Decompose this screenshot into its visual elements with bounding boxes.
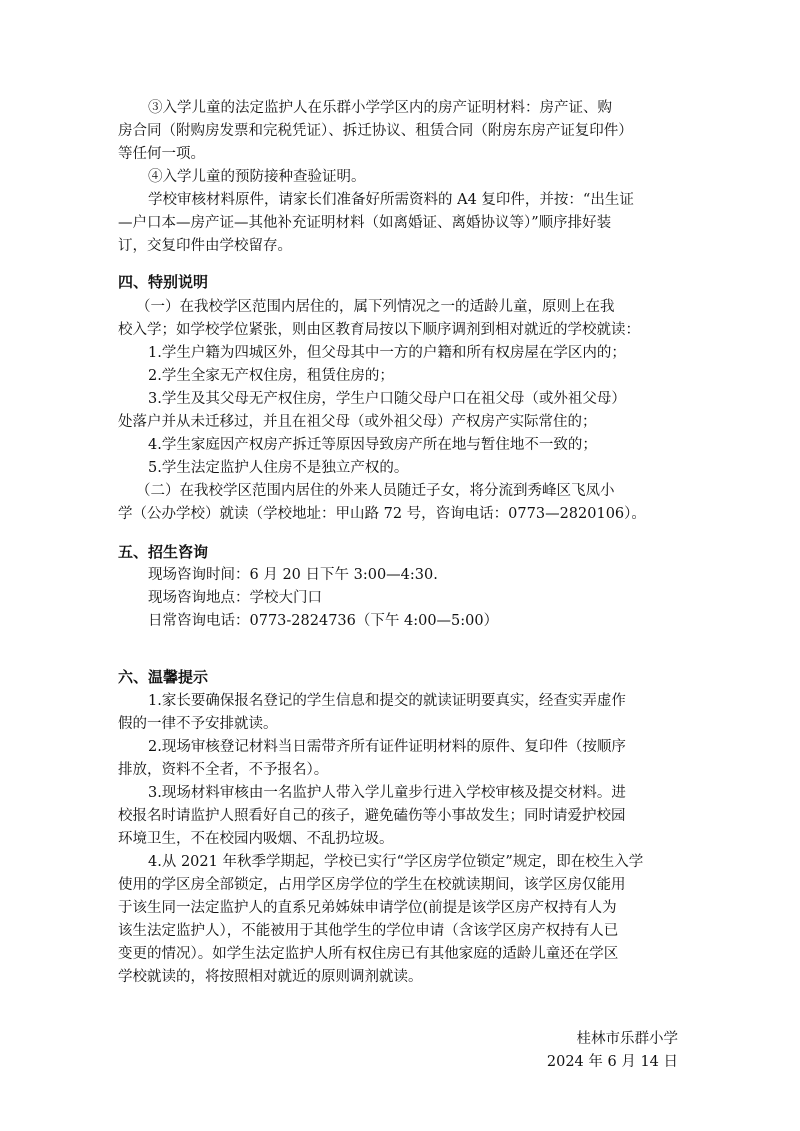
special-item-3: 3.学生及其父母无产权住房，学生户口随父母户口在祖父母（或外祖父母） bbox=[148, 391, 626, 407]
section-heading-tips: 六、温馨提示 bbox=[118, 668, 209, 686]
review-note: 学校审核材料原件，请家长们准备好所需资料的 A4 复印件，并按：“出生证 bbox=[148, 192, 634, 208]
special-item-3-cont: 处落户并从未迁移过，并且在祖父母（或外祖父母）产权房产实际常住的； bbox=[118, 414, 597, 430]
tip-3: 3.现场材料审核由一名监护人带入学儿童步行进入学校审核及提交材料。进 bbox=[148, 785, 626, 801]
signature-org: 桂林市乐群小学 bbox=[576, 1031, 678, 1047]
consult-time: 现场咨询时间：6 月 20 日下午 3:00—4:30. bbox=[148, 567, 438, 583]
tip-4-cont-3: 该生法定监护人），不能被用于其他学生的学位申请（含该学区房产权持有人已 bbox=[118, 923, 619, 939]
special-para-1-cont: 校入学；如学校学位紧张，则由区教育局按以下顺序调剂到相对就近的学校就读： bbox=[118, 322, 640, 338]
material-item-3-cont: 房合同（附购房发票和完税凭证）、拆迁协议、租赁合同（附房东房产证复印件） bbox=[118, 123, 633, 139]
review-note-cont: —户口本—房产证—其他补充证明材料（如离婚证、离婚协议等）”顺序排好装 bbox=[118, 215, 612, 231]
section-heading-special: 四、特别说明 bbox=[118, 273, 209, 291]
section-heading-consult: 五、招生咨询 bbox=[118, 543, 209, 561]
review-note-end: 订，交复印件由学校留存。 bbox=[118, 238, 292, 254]
tip-3-cont: 校报名时请监护人照看好自己的孩子，避免磕伤等小事故发生；同时请爱护校园 bbox=[118, 808, 626, 824]
consult-phone: 日常咨询电话：0773-2824736（下午 4:00—5:00） bbox=[148, 613, 499, 629]
tip-1: 1.家长要确保报名登记的学生信息和提交的就读证明要真实，经查实弄虚作 bbox=[148, 693, 626, 709]
special-item-4: 4.学生家庭因产权房产拆迁等原因导致房产所在地与暂住地不一致的； bbox=[148, 437, 597, 453]
tip-4: 4.从 2021 年秋季学期起，学校已实行“学区房学位锁定”规定，即在校生入学 bbox=[148, 854, 644, 870]
special-item-1: 1.学生户籍为四城区外，但父母其中一方的户籍和所有权房屋在学区内的； bbox=[148, 345, 626, 361]
material-item-3-end: 等任何一项。 bbox=[118, 146, 205, 162]
special-item-5: 5.学生法定监护人住房不是独立产权的。 bbox=[148, 460, 409, 476]
special-item-2: 2.学生全家无产权住房，租赁住房的； bbox=[148, 368, 394, 384]
material-item-4: ④入学儿童的预防接种查验证明。 bbox=[148, 169, 366, 185]
tip-4-cont-2: 于该生同一法定监护人的直系兄弟姊妹申请学位(前提是该学区房产权持有人为 bbox=[118, 900, 617, 916]
tip-4-end: 学校就读的，将按照相对就近的原则调剂就读。 bbox=[118, 969, 423, 985]
tip-2: 2.现场审核登记材料当日需带齐所有证件证明材料的原件、复印件（按顺序 bbox=[148, 739, 626, 755]
consult-place: 现场咨询地点：学校大门口 bbox=[148, 590, 322, 606]
special-para-2: （二）在我校学区范围内居住的外来人员随迁子女，将分流到秀峰区飞凤小 bbox=[136, 483, 615, 499]
tip-4-cont-1: 使用的学区房全部锁定，占用学区房学位的学生在校就读期间，该学区房仅能用 bbox=[118, 877, 626, 893]
tip-3-end: 环境卫生，不在校园内吸烟、不乱扔垃圾。 bbox=[118, 831, 394, 847]
tip-2-cont: 排放，资料不全者，不予报名）。 bbox=[118, 762, 329, 778]
special-para-2-cont: 学（公办学校）就读（学校地址：甲山路 72 号，咨询电话：0773—2820106）。 bbox=[118, 506, 646, 522]
tip-1-cont: 假的一律不予安排就读。 bbox=[118, 716, 278, 732]
signature-date: 2024 年 6 月 14 日 bbox=[546, 1054, 678, 1070]
material-item-3: ③入学儿童的法定监护人在乐群小学学区内的房产证明材料：房产证、购 bbox=[148, 100, 612, 116]
special-para-1: （一）在我校学区范围内居住的，属下列情况之一的适龄儿童，原则上在我 bbox=[136, 299, 615, 315]
tip-4-cont-4: 变更的情况）。如学生法定监护人所有权住房已有其他家庭的适龄儿童还在学区 bbox=[118, 946, 619, 962]
